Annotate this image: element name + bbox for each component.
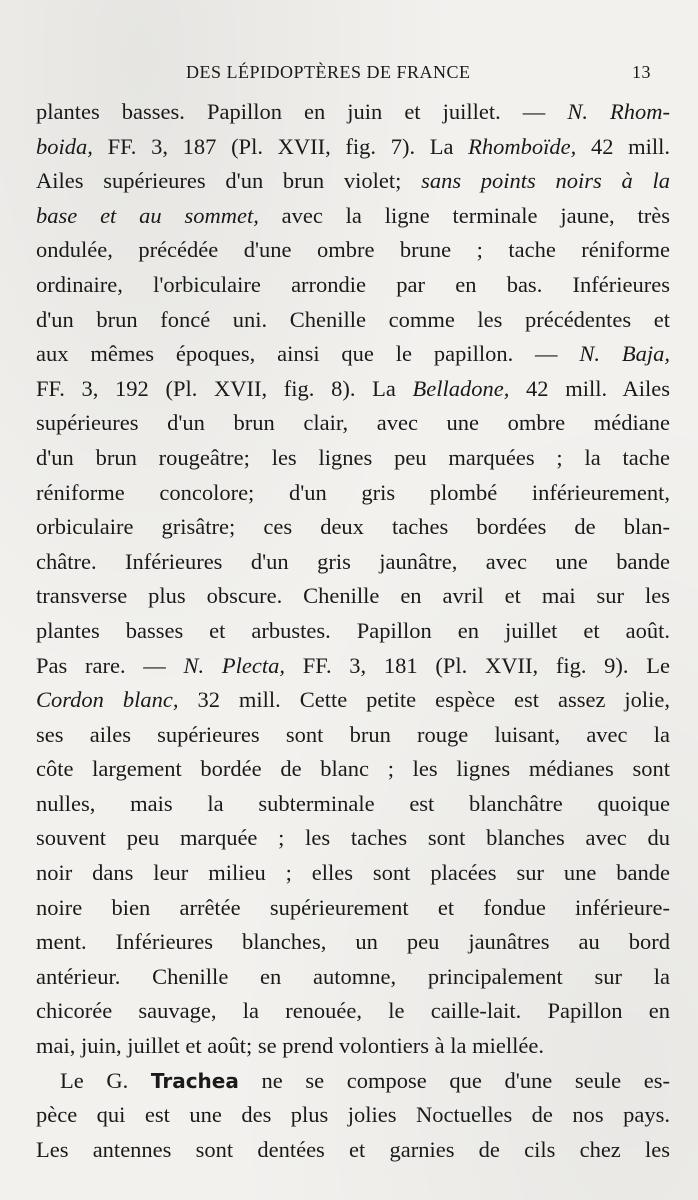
text-segment: noir dans leur milieu ; elles sont placées sur une bande bbox=[36, 860, 670, 886]
text-segment: nulles, mais la subterminale est blanchâtre quoique bbox=[36, 790, 670, 816]
text-segment: avec la ligne terminale jaune, très bbox=[258, 202, 670, 228]
text-line bbox=[36, 1133, 670, 1168]
text-line bbox=[36, 441, 670, 476]
italic-text: N. Rhom- bbox=[567, 99, 670, 124]
text-line bbox=[36, 891, 670, 926]
text-segment: FF. 3, 187 (Pl. XVII, fig. 7). La bbox=[92, 133, 469, 159]
text-segment: supérieures d'un brun clair, avec une ombre médiane bbox=[36, 410, 670, 436]
text-segment: côte largement bordée de blanc ; les lignes médianes sont bbox=[36, 756, 670, 782]
text-line bbox=[36, 476, 670, 511]
text-line bbox=[36, 579, 670, 614]
italic-text: N. Plecta, bbox=[183, 652, 285, 678]
text-segment: Pas rare. — bbox=[36, 652, 184, 678]
text-line bbox=[36, 1098, 670, 1133]
text-segment: souvent peu marquée ; les taches sont blanches avec du bbox=[36, 825, 670, 851]
text-line bbox=[36, 821, 670, 856]
text-segment: Les antennes sont dentées et garnies de cils chez les bbox=[36, 1136, 670, 1162]
text-segment: pèce qui est une des plus jolies Noctuelles de nos pays. bbox=[36, 1102, 670, 1128]
page-number: 13 bbox=[632, 62, 651, 82]
text-segment: ses ailes supérieures sont brun rouge luisant, avec la bbox=[36, 721, 670, 747]
text-line bbox=[36, 787, 670, 822]
text-segment: plantes basses et arbustes. Papillon en juillet et août. bbox=[36, 617, 670, 643]
text-segment: aux mêmes époques, ainsi que le papillon. — bbox=[36, 341, 580, 367]
text-segment: 42 mill. Ailes bbox=[509, 375, 671, 401]
body-text bbox=[36, 95, 670, 1167]
text-line bbox=[36, 337, 670, 372]
text-line bbox=[36, 994, 670, 1029]
text-segment: antérieur. Chenille en automne, principalement sur la bbox=[36, 963, 670, 989]
text-line bbox=[36, 1029, 670, 1064]
text-line bbox=[36, 614, 670, 649]
text-segment: ne se compose que d'une seule es- bbox=[238, 1067, 671, 1093]
text-segment: réniforme concolore; d'un gris plombé inférieurement, bbox=[36, 479, 670, 505]
text-segment: ment. Inférieures blanches, un peu jaunâtres au bord bbox=[36, 929, 670, 955]
text-line bbox=[36, 856, 670, 891]
text-line bbox=[36, 372, 670, 407]
text-segment: ondulée, précédée d'une ombre brune ; tache réniforme bbox=[36, 237, 670, 263]
text-segment: d'un brun rougeâtre; les lignes peu marquées ; la tache bbox=[36, 444, 670, 470]
italic-text: base et au sommet, bbox=[36, 202, 259, 228]
italic-text: sans points noirs à la bbox=[421, 168, 670, 194]
text-segment: FF. 3, 192 (Pl. XVII, fig. 8). La bbox=[36, 375, 413, 401]
text-line bbox=[36, 268, 670, 303]
italic-text: Rhomboïde, bbox=[468, 133, 577, 159]
text-segment: Ailes supérieures d'un brun violet; bbox=[36, 168, 422, 194]
text-segment: ordinaire, l'orbiculaire arrondie par en bas. Inférieures bbox=[36, 271, 670, 297]
text-line bbox=[36, 233, 670, 268]
text-line bbox=[36, 649, 670, 684]
genus-name: Trachea bbox=[150, 1068, 239, 1093]
text-line bbox=[36, 925, 670, 960]
running-title: DES LÉPIDOPTÈRES DE FRANCE bbox=[186, 62, 471, 82]
italic-text: N. Baja, bbox=[579, 341, 670, 367]
italic-text: boida, bbox=[36, 133, 93, 159]
text-segment: orbiculaire grisâtre; ces deux taches bordées de blan- bbox=[36, 514, 670, 540]
text-segment: transverse plus obscure. Chenille en avril et mai sur les bbox=[36, 583, 670, 609]
text-line bbox=[36, 130, 670, 165]
text-segment: chicorée sauvage, la renouée, le caille-lait. Papillon en bbox=[36, 998, 670, 1024]
text-segment: 32 mill. Cette petite espèce est assez jolie, bbox=[178, 687, 670, 713]
text-segment: plantes basses. Papillon en juin et juillet. — bbox=[36, 99, 568, 124]
text-line bbox=[36, 718, 670, 753]
page-header bbox=[0, 60, 698, 90]
text-segment: mai, juin, juillet et août; se prend volontiers à la miellée. bbox=[36, 1033, 544, 1059]
text-line bbox=[36, 1064, 670, 1099]
text-segment: châtre. Inférieures d'un gris jaunâtre, avec une bande bbox=[36, 548, 670, 574]
text-segment: 42 mill. bbox=[576, 133, 670, 159]
text-segment: Le G. bbox=[60, 1067, 151, 1093]
italic-text: Belladone, bbox=[412, 375, 510, 401]
text-line bbox=[36, 303, 670, 338]
text-line bbox=[36, 960, 670, 995]
text-line bbox=[36, 510, 670, 545]
text-segment: noire bien arrêtée supérieurement et fondue inférieure- bbox=[36, 894, 670, 920]
text-line bbox=[36, 752, 670, 787]
text-line bbox=[36, 545, 670, 580]
text-line bbox=[36, 199, 670, 234]
text-line bbox=[36, 683, 670, 718]
italic-text: Cordon blanc, bbox=[36, 687, 179, 713]
text-segment: d'un brun foncé uni. Chenille comme les précédentes et bbox=[36, 306, 670, 332]
text-line bbox=[36, 164, 670, 199]
text-line bbox=[36, 95, 670, 130]
text-segment: FF. 3, 181 (Pl. XVII, fig. 9). Le bbox=[285, 652, 671, 678]
text-line bbox=[36, 406, 670, 441]
